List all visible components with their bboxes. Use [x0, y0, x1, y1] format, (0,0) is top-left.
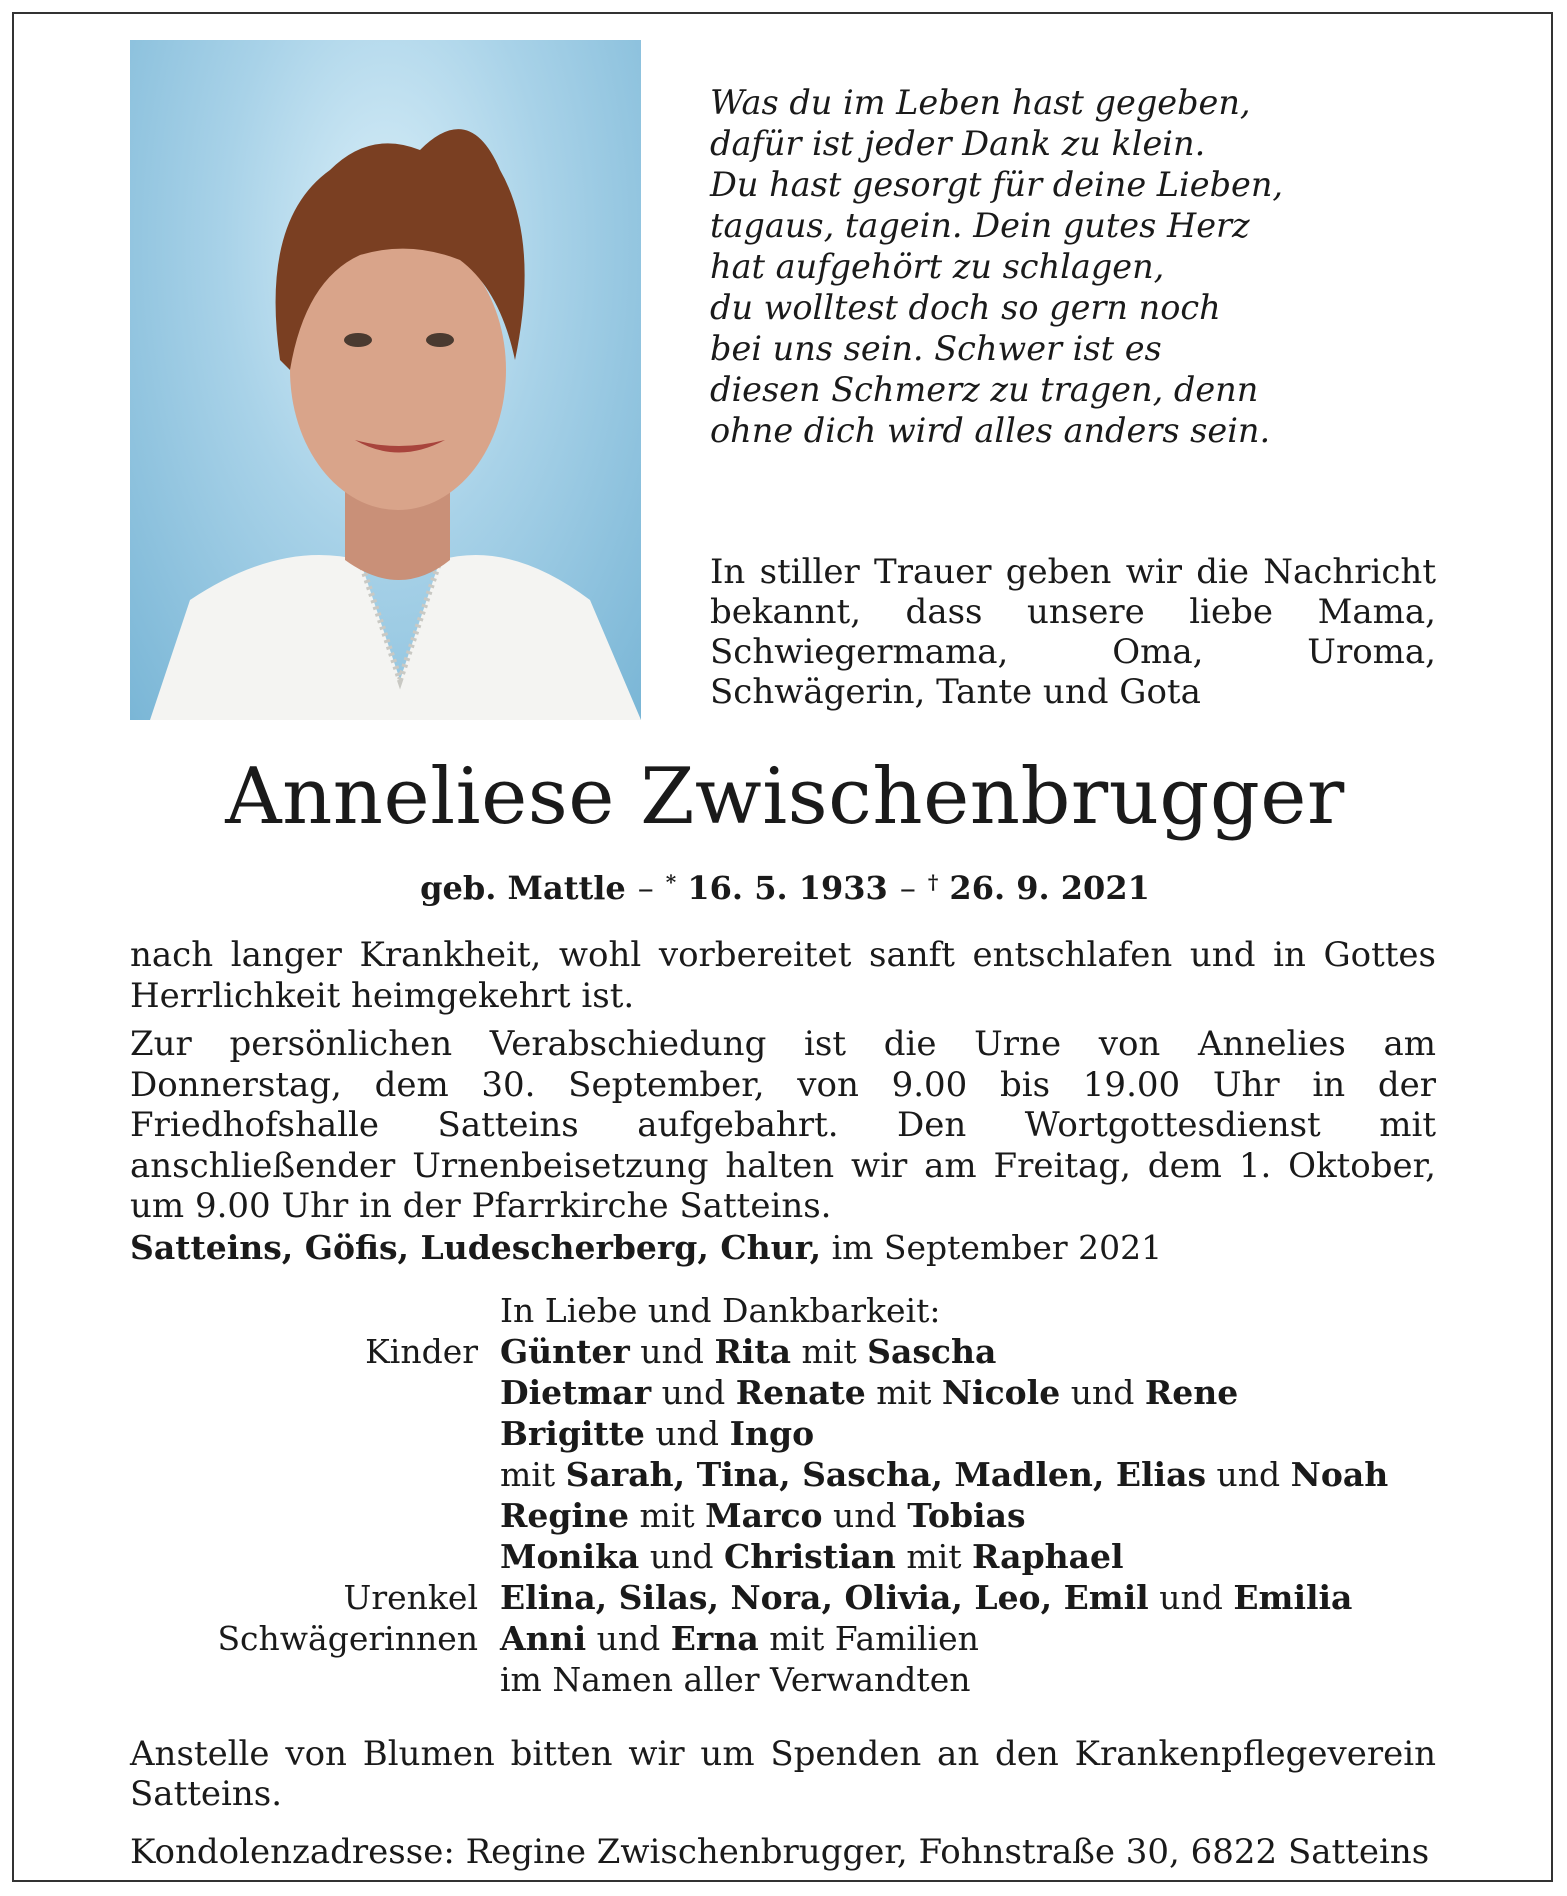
family-row: Brigitte und Ingo — [500, 1414, 815, 1453]
family-label-urenkel: Urenkel — [343, 1578, 478, 1617]
poem-line: Du hast gesorgt für deine Lieben, — [710, 165, 1284, 204]
family-row: Regine mit Marco und Tobias — [500, 1496, 1026, 1535]
family-intro: In Liebe und Dankbarkeit: — [500, 1291, 941, 1330]
portrait-photo — [130, 40, 641, 720]
poem-line: hat aufgehört zu schlagen, — [710, 247, 1165, 286]
family-row — [130, 1290, 1440, 1331]
family-row: mit Sarah, Tina, Sascha, Madlen, Elias und Noah — [500, 1455, 1389, 1494]
body-paragraph: nach langer Krankheit, wohl vorbereitet sanft entschlafen und in Gottes Herrlichkeit heimgekehrt ist. — [130, 935, 1436, 1016]
poem-line: ohne dich wird alles anders sein. — [710, 411, 1271, 450]
poem — [710, 82, 1284, 451]
death-date: 26. 9. 2021 — [949, 869, 1150, 907]
poem-line: diesen Schmerz zu tragen, denn — [710, 370, 1259, 409]
death-symbol: † — [927, 870, 939, 894]
poem-line: Was du im Leben hast gegeben, — [710, 83, 1251, 122]
family-closing: im Namen aller Verwandten — [500, 1660, 971, 1699]
dash: – — [899, 869, 916, 907]
family-row: Dietmar und Renate mit Nicole und Rene — [500, 1373, 1239, 1412]
month-year: im September 2021 — [831, 1228, 1163, 1267]
family-row: Urenkel Elina, Silas, Nora, Olivia, Leo, Emil und Emilia — [130, 1577, 1440, 1618]
family-row — [130, 1659, 1440, 1700]
family-label-schwaegerinnen: Schwägerinnen — [217, 1619, 478, 1658]
family-row: Schwägerinnen Anni und Erna mit Familien — [130, 1618, 1440, 1659]
dash: – — [637, 869, 654, 907]
body-paragraph: Zur persönlichen Verabschiedung ist die Urne von Annelies am Donnerstag, dem 30. September, von 9.00 bis 19.00 Uhr in der Friedhofshalle Satteins aufgebahrt. Den Wortgottesdienst mit anschließender Urnenbeisetzung halten wir am Freitag, dem 1. Oktober, um 9.00 Uhr in der Pfarrkirche Satteins. — [130, 1024, 1436, 1226]
family-row: Kinder Günter und Rita mit Sascha — [130, 1331, 1440, 1372]
poem-line: bei uns sein. Schwer ist es — [710, 329, 1162, 368]
poem-line: dafür ist jeder Dank zu klein. — [710, 124, 1206, 163]
body-text — [130, 935, 1436, 1235]
maiden-name: geb. Mattle — [420, 869, 626, 907]
donation-request: Anstelle von Blumen bitten wir um Spenden an den Krankenpflegeverein Satteins. — [130, 1734, 1436, 1814]
poem-line: du wolltest doch so gern noch — [710, 288, 1221, 327]
place-date — [130, 1228, 1436, 1268]
family-list — [130, 1290, 1440, 1700]
family-label-kinder: Kinder — [365, 1332, 478, 1371]
deceased-name: Anneliese Zwischenbrugger — [225, 752, 1345, 842]
poem-line: tagaus, tagein. Dein gutes Herz — [710, 206, 1250, 245]
condolence-address: Kondolenzadresse: Regine Zwischenbrugger, Fohnstraße 30, 6822 Satteins — [130, 1832, 1430, 1872]
life-dates — [130, 862, 1440, 908]
towns: Satteins, Göfis, Ludescherberg, Chur, — [130, 1228, 822, 1267]
birth-symbol: * — [665, 870, 677, 894]
announcement: In stiller Trauer geben wir die Nachricht bekannt, dass unsere liebe Mama, Schwiegermama, Oma, Uroma, Schwägerin, Tante und Gota — [710, 552, 1436, 712]
family-row: Monika und Christian mit Raphael — [500, 1537, 1124, 1576]
birth-date: 16. 5. 1933 — [687, 869, 888, 907]
